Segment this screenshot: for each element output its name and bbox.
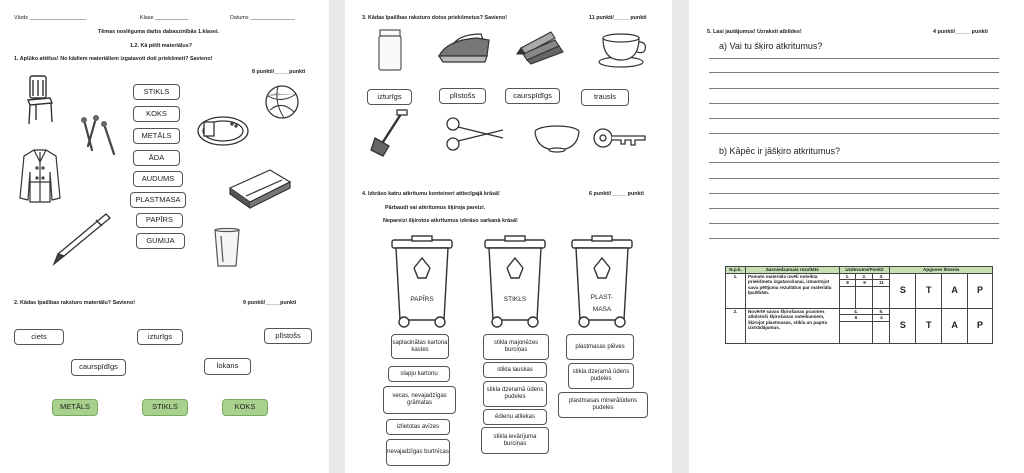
answer-line[interactable] [709,72,999,73]
bin-glass-icon [483,234,547,328]
waste-item[interactable]: stikla majonēzes burciņas [483,334,549,360]
task-points: 9 [856,280,873,287]
level-t[interactable]: T [916,308,942,343]
waste-item[interactable]: izlietotas avīzes [386,419,450,435]
row-number: 1. [726,273,746,308]
bin-glass[interactable] [483,234,547,328]
green-material-koks[interactable]: KOKS [222,399,268,416]
property-izturigs[interactable]: izturīgs [137,329,183,345]
task2-text: 2. Kādas īpašības raksturo materiālu? Savieno! [14,300,136,306]
empty-cell[interactable] [873,286,890,308]
header-result: Sasniedzamais rezultāts [745,267,839,274]
answer-line[interactable] [709,223,999,224]
bin-paper[interactable] [390,234,454,328]
header-npk: N.p.k. [726,267,746,274]
ball-icon [264,84,300,120]
material-plastmasa[interactable]: PLASTMASA [130,192,186,208]
date-field: Datums _______________ [230,15,296,21]
waste-item[interactable]: plastmasas minerālūdens pudeles [558,392,648,418]
property-caurspidigs[interactable]: caurspīdīgs [71,359,126,376]
level-s[interactable]: S [890,273,916,308]
material-metals[interactable]: METĀLS [133,128,180,144]
empty-cell[interactable] [873,321,890,343]
teacup-icon [597,28,647,68]
bin-paper-label: PAPĪRS [410,296,434,303]
waste-item[interactable]: ēdienu atliekas [483,409,547,425]
page-title: Tēmas noslēguma darbs dabaszinībās 1.klasei. [98,29,220,35]
results-table [725,266,993,344]
material-stikls[interactable]: STIKLS [133,84,180,100]
green-material-stikls[interactable]: STIKLS [142,399,188,416]
material-audums[interactable]: AUDUMS [133,171,183,187]
scissors-icon [445,116,505,152]
waste-item[interactable]: stikla dzeramā ūdens pudeles [483,381,547,407]
empty-cell[interactable] [856,286,873,308]
answer-line[interactable] [709,88,999,89]
waste-item[interactable]: stikla lauskas [483,362,547,378]
worksheet-page-1 [0,0,329,473]
row-result: Novērtē savas šķirošanas prasmes atbilstoši šķirošanas noteikumiem, šķirojot plastmasas, stikla un papīra izstrādājumus. [745,308,839,343]
waste-item[interactable]: vecas, nevajadzīgas grāmatas [383,386,456,414]
task1-points: 8 punkti/_____punkti [252,69,306,75]
task-points: 11 [873,280,890,287]
answer-line[interactable] [709,133,999,134]
task-number: 3. [873,273,890,280]
task4-line3: Nepareizi šķirotos atkritumus izkrāso sarkanā krāsā! [383,218,518,224]
name-field: Vārds ___________________ [14,15,87,21]
row-number: 2. [726,308,746,343]
task-number: 2. [856,273,873,280]
waste-item[interactable]: stikla dzeramā ūdens pudeles [568,363,634,389]
property-caurspidigs-2[interactable]: caurspīdīgs [505,88,560,104]
pen-icon [50,210,112,266]
green-material-metals[interactable]: METĀLS [52,399,98,416]
level-t[interactable]: T [916,273,942,308]
level-a[interactable]: A [942,273,968,308]
property-plistoss-2[interactable]: plīstošs [439,88,486,104]
task2-points: 9 punkti/_____punkti [243,300,297,306]
table-header-row [726,267,993,274]
bin-plastic[interactable] [570,234,634,328]
question-a: a) Vai tu šķiro atkritumus? [719,41,823,51]
page-subtitle: 1.2. Kā pētīt materiālus? [130,43,193,49]
property-plistoss[interactable]: plīstošs [264,328,312,344]
belt-icon [196,114,250,148]
task1-text: 1. Aplūko attēlus! No kādiem materiāliem izgatavoti doti priekšmeti? Savieno! [14,56,213,62]
header-tasks: Uzdevums/Punkti [839,267,890,274]
glass-icon [212,228,242,268]
material-papirs[interactable]: PAPĪRS [136,213,183,228]
property-ciets[interactable]: ciets [14,329,64,345]
header-level: Apguves līmenis [890,267,993,274]
nails-icon [78,114,120,156]
key-icon [591,126,647,150]
bin-glass-label: STIKLS [503,296,527,303]
bin-paper-icon [390,234,454,328]
task3-text: 3. Kādas īpašības raksturo dotos priekšmetus? Savieno! [362,15,507,21]
question-b: b) Kāpēc ir jāšķiro atkritumus? [719,146,841,156]
task5-points: 4 punkti/_____ punkti [933,29,988,35]
waste-item[interactable]: slapju kartonu [388,366,450,382]
task-points: 4 [873,315,890,322]
bowl-icon [533,124,581,154]
answer-line[interactable] [709,178,999,179]
level-p[interactable]: P [968,308,993,343]
property-trausls[interactable]: trausls [581,89,629,106]
pencils-icon [517,28,565,64]
shovel-icon [369,110,409,158]
waste-item[interactable]: nevajadzīgas burtnīcas [386,439,450,466]
material-ada[interactable]: ĀDA [133,150,180,166]
book-icon [226,166,292,208]
level-p[interactable]: P [968,273,993,308]
task-points: 8 [839,280,856,287]
jar-icon [375,28,405,72]
task4-line2: Pārbaudi vai atkritumus šķiroja pareizi. [385,205,486,211]
coat-icon [18,148,62,204]
bin-plastic-label: PLAST- MASA [590,294,614,314]
task5-text: 5. Lasi jautājumus! Uzraksti atbildes! [707,29,802,35]
waste-item[interactable]: stikla ievārījuma burciņas [481,427,549,454]
level-a[interactable]: A [942,308,968,343]
answer-line[interactable] [709,193,999,194]
empty-cell[interactable] [839,286,856,308]
worksheet-page-2 [345,0,672,473]
answer-line[interactable] [709,58,999,59]
answer-line[interactable] [709,238,999,239]
task-number: 1. [839,273,856,280]
row-result: Pamato materiāla izvēli noteikta priekšmeta izgatavošanai, izmantojot sava pētījuma rezultātus par materiālu īpašībām. [745,273,839,308]
task3-points: 11 punkti/_____ punkti [589,15,647,21]
waste-item[interactable]: plastmasas plēves [566,334,634,360]
waste-item[interactable]: saplacinātas kartona kastes [391,334,449,359]
answer-line[interactable] [709,162,999,163]
worksheet-page-3 [689,0,1024,473]
task-number: 5. [873,308,890,315]
answer-line[interactable] [709,118,999,119]
material-koks[interactable]: KOKS [133,106,180,122]
property-lokans[interactable]: lokans [204,358,251,375]
task4-text: 4. Izkrāso katru atkritumu konteineri attiecīgajā krāsā! [362,191,500,197]
task-number: 4. [839,308,873,315]
empty-cell[interactable] [839,321,873,343]
iron-icon [437,30,491,66]
task4-points: 6 punkti/_____ punkti [589,191,644,197]
property-izturigs-2[interactable]: izturīgs [367,89,412,105]
answer-line[interactable] [709,103,999,104]
material-gumija[interactable]: GUMIJA [136,233,185,249]
class-field: Klase ___________ [140,15,188,21]
answer-line[interactable] [709,208,999,209]
task-points: 6 [839,315,873,322]
level-s[interactable]: S [890,308,916,343]
chair-icon [24,74,56,126]
